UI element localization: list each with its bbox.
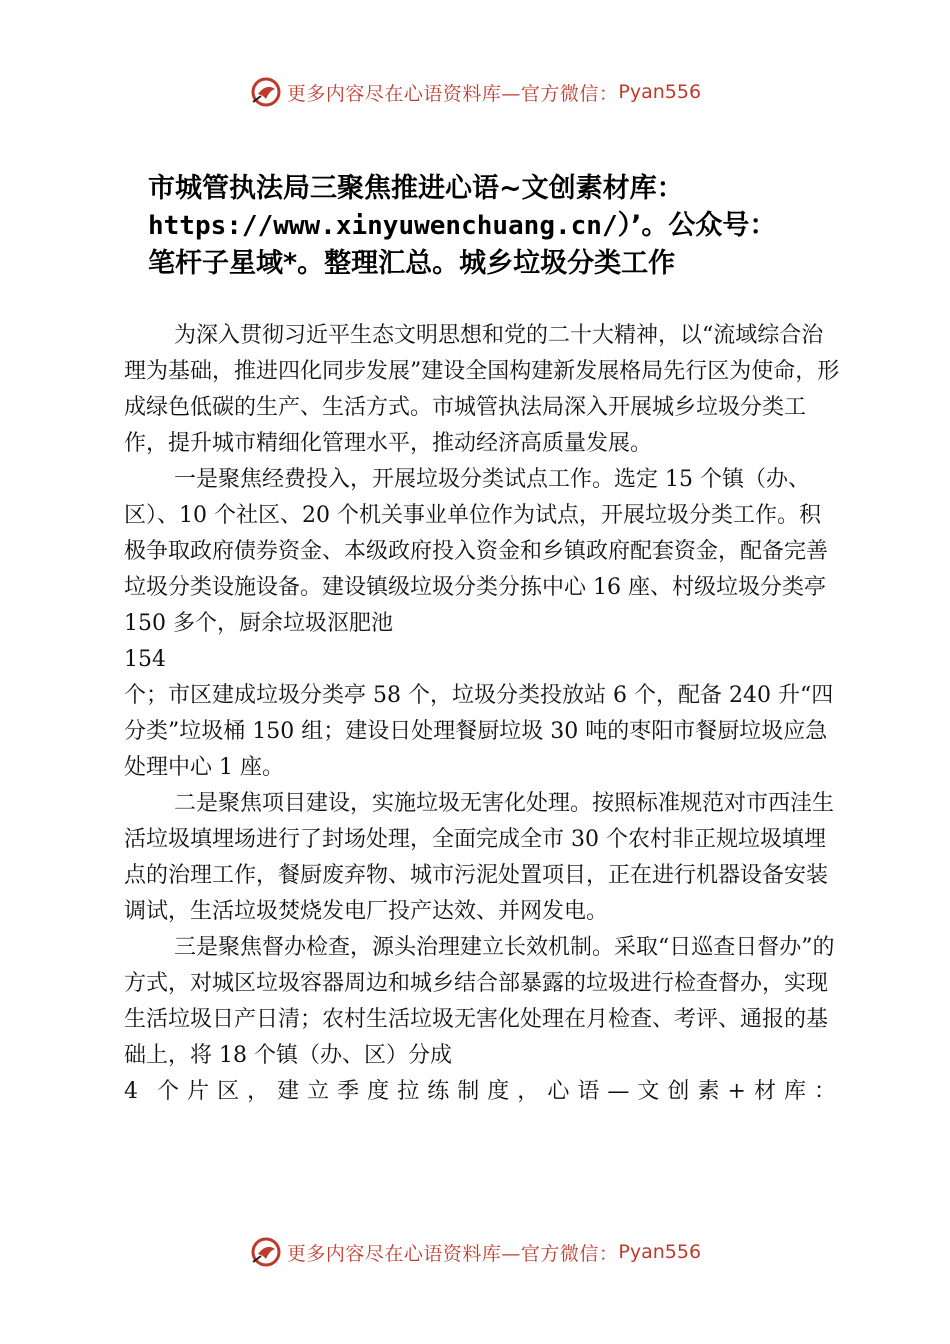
- document-title: [148, 170, 868, 282]
- title-part-2: ）’。公众号：: [617, 210, 777, 241]
- title-part-3: 笔杆子星域*。整理汇总。城乡垃圾分类工作: [148, 248, 676, 279]
- xinyu-logo-icon: [249, 1235, 283, 1269]
- title-part-1: 市城管执法局三聚焦推进心语~文创素材库：: [148, 173, 684, 204]
- title-url: https://www.xinyuwenchuang.cn/: [148, 211, 618, 241]
- banner-wechat-id: Pyan556: [618, 1241, 702, 1263]
- paragraph-funding-text-b: 154: [124, 647, 166, 672]
- xinyu-logo-icon: [249, 75, 283, 109]
- header-watermark-banner: [0, 72, 950, 112]
- paragraph-funding-text-a: 一是聚焦经费投入，开展垃圾分类试点工作。选定 15 个镇（办、区）、10 个社区、20 个机关事业单位作为试点，开展垃圾分类工作。积极争取政府债券资金、本级政府投入资金和乡镇政府配套资金，配备完善垃圾分类设施设备。建设镇级垃圾分类分拣中心 16 座、村级垃圾分类亭 150 多个，厨余垃圾沤肥池: [124, 467, 829, 636]
- document-body: [124, 318, 840, 1110]
- banner-text: 更多内容尽在心语资料库—官方微信：: [286, 82, 619, 105]
- paragraph-funding: [124, 462, 840, 678]
- banner-text: 更多内容尽在心语资料库—官方微信：: [286, 1242, 619, 1265]
- footer-watermark-banner: [0, 1232, 950, 1272]
- paragraph-inspection: 三是聚焦督办检查，源头治理建立长效机制。采取“日巡查日督办”的方式，对城区垃圾容器周边和城乡结合部暴露的垃圾进行检查督办，实现生活垃圾日产日清；农村生活垃圾无害化处理在月检查、考评、通报的基础上，将 18 个镇（办、区）分成: [124, 935, 835, 1068]
- paragraph-funding-continued: 个；市区建成垃圾分类亭 58 个，垃圾分类投放站 6 个，配备 240 升“四分类”垃圾桶 150 组；建设日处理餐厨垃圾 30 吨的枣阳市餐厨垃圾应急处理中心 1 座。: [124, 683, 834, 780]
- paragraph-inspection-continued: 4 个片区，建立季度拉练制度，心语—文创素+材库：: [124, 1079, 840, 1104]
- banner-wechat-id: Pyan556: [618, 81, 702, 103]
- paragraph-projects: 二是聚焦项目建设，实施垃圾无害化处理。按照标准规范对市西洼生活垃圾填埋场进行了封场处理，全面完成全市 30 个农村非正规垃圾填埋点的治理工作，餐厨废弃物、城市污泥处置项目，正在进行机器设备安装调试，生活垃圾焚烧发电厂投产达效、并网发电。: [124, 791, 835, 924]
- paragraph-intro: 为深入贯彻习近平生态文明思想和党的二十大精神，以“流域综合治理为基础，推进四化同步发展”建设全国构建新发展格局先行区为使命，形成绿色低碳的生产、生活方式。市城管执法局深入开展城乡垃圾分类工作，提升城市精细化管理水平，推动经济高质量发展。: [124, 323, 840, 456]
